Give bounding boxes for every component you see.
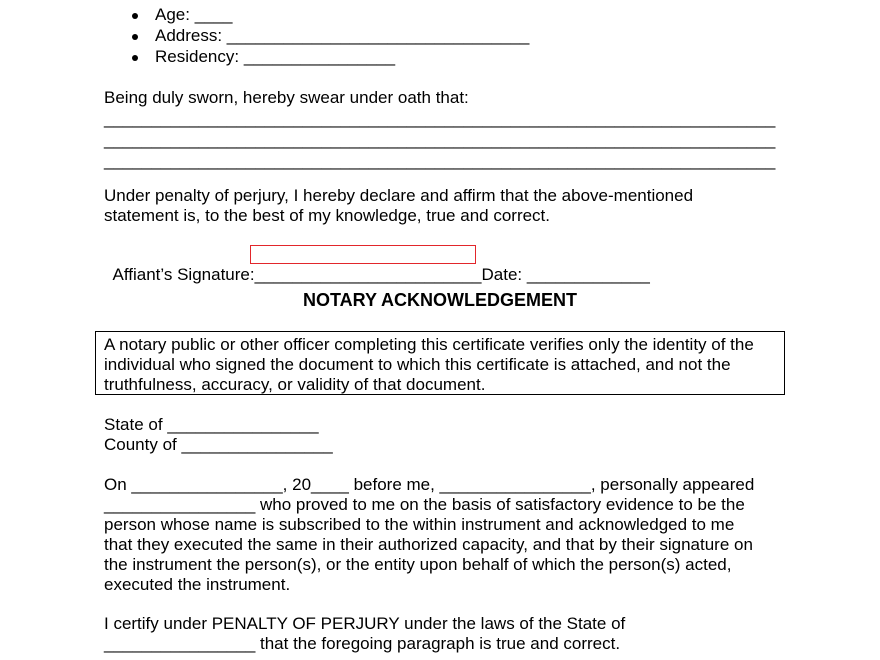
oath-blank-line-2: _______________________________________________________________________: [104, 130, 776, 149]
oath-blank-line-1: _______________________________________________________________________: [104, 109, 776, 128]
county-of-field: County of ________________: [104, 435, 333, 454]
acknowledgement-line-2: ________________ who proved to me on the basis of satisfactory evidence to be the: [104, 495, 745, 514]
signature-blank: ________________________: [254, 265, 482, 284]
acknowledgement-line-6: executed the instrument.: [104, 575, 291, 594]
perjury-declaration-line-1: Under penalty of perjury, I hereby declare and affirm that the above-mentioned: [104, 186, 694, 205]
acknowledgement-line-4: that they executed the same in their authorized capacity, and that by their signature on: [104, 535, 753, 554]
certify-line-1: I certify under PENALTY OF PERJURY under the laws of the State of: [104, 614, 626, 633]
date-label: Date: _____________: [481, 265, 650, 284]
notary-notice-box: [95, 331, 785, 395]
notice-line-1: A notary public or other officer completing this certificate verifies only the identity of the: [104, 335, 754, 354]
acknowledgement-line-3: person whose name is subscribed to the within instrument and acknowledged to me: [104, 515, 735, 534]
notice-line-2: individual who signed the document to which this certificate is attached, and not the: [104, 355, 731, 374]
state-of-field: State of ________________: [104, 415, 319, 434]
list-item-residency: Residency: ________________: [104, 47, 529, 68]
affiant-details-list: [104, 5, 529, 68]
acknowledgement-line-5: the instrument the person(s), or the entity upon behalf of which the person(s) acted,: [104, 555, 732, 574]
oath-intro: Being duly sworn, hereby swear under oath that:: [104, 88, 469, 107]
notice-line-3: truthfulness, accuracy, or validity of that document.: [104, 375, 486, 394]
list-item-address: Address: ________________________________: [104, 26, 529, 47]
list-item-age: Age: ____: [104, 5, 529, 26]
notary-title: NOTARY ACKNOWLEDGEMENT: [303, 290, 577, 310]
signature-label: Affiant’s Signature:: [112, 265, 255, 284]
perjury-declaration-line-2: statement is, to the best of my knowledge, true and correct.: [104, 206, 551, 225]
acknowledgement-line-1: On ________________, 20____ before me, ________________, personally appeared: [104, 475, 755, 494]
oath-blank-line-3: _______________________________________________________________________: [104, 151, 776, 170]
certify-line-2: ________________ that the foregoing paragraph is true and correct.: [104, 634, 621, 653]
signature-input-field[interactable]: [250, 245, 476, 264]
